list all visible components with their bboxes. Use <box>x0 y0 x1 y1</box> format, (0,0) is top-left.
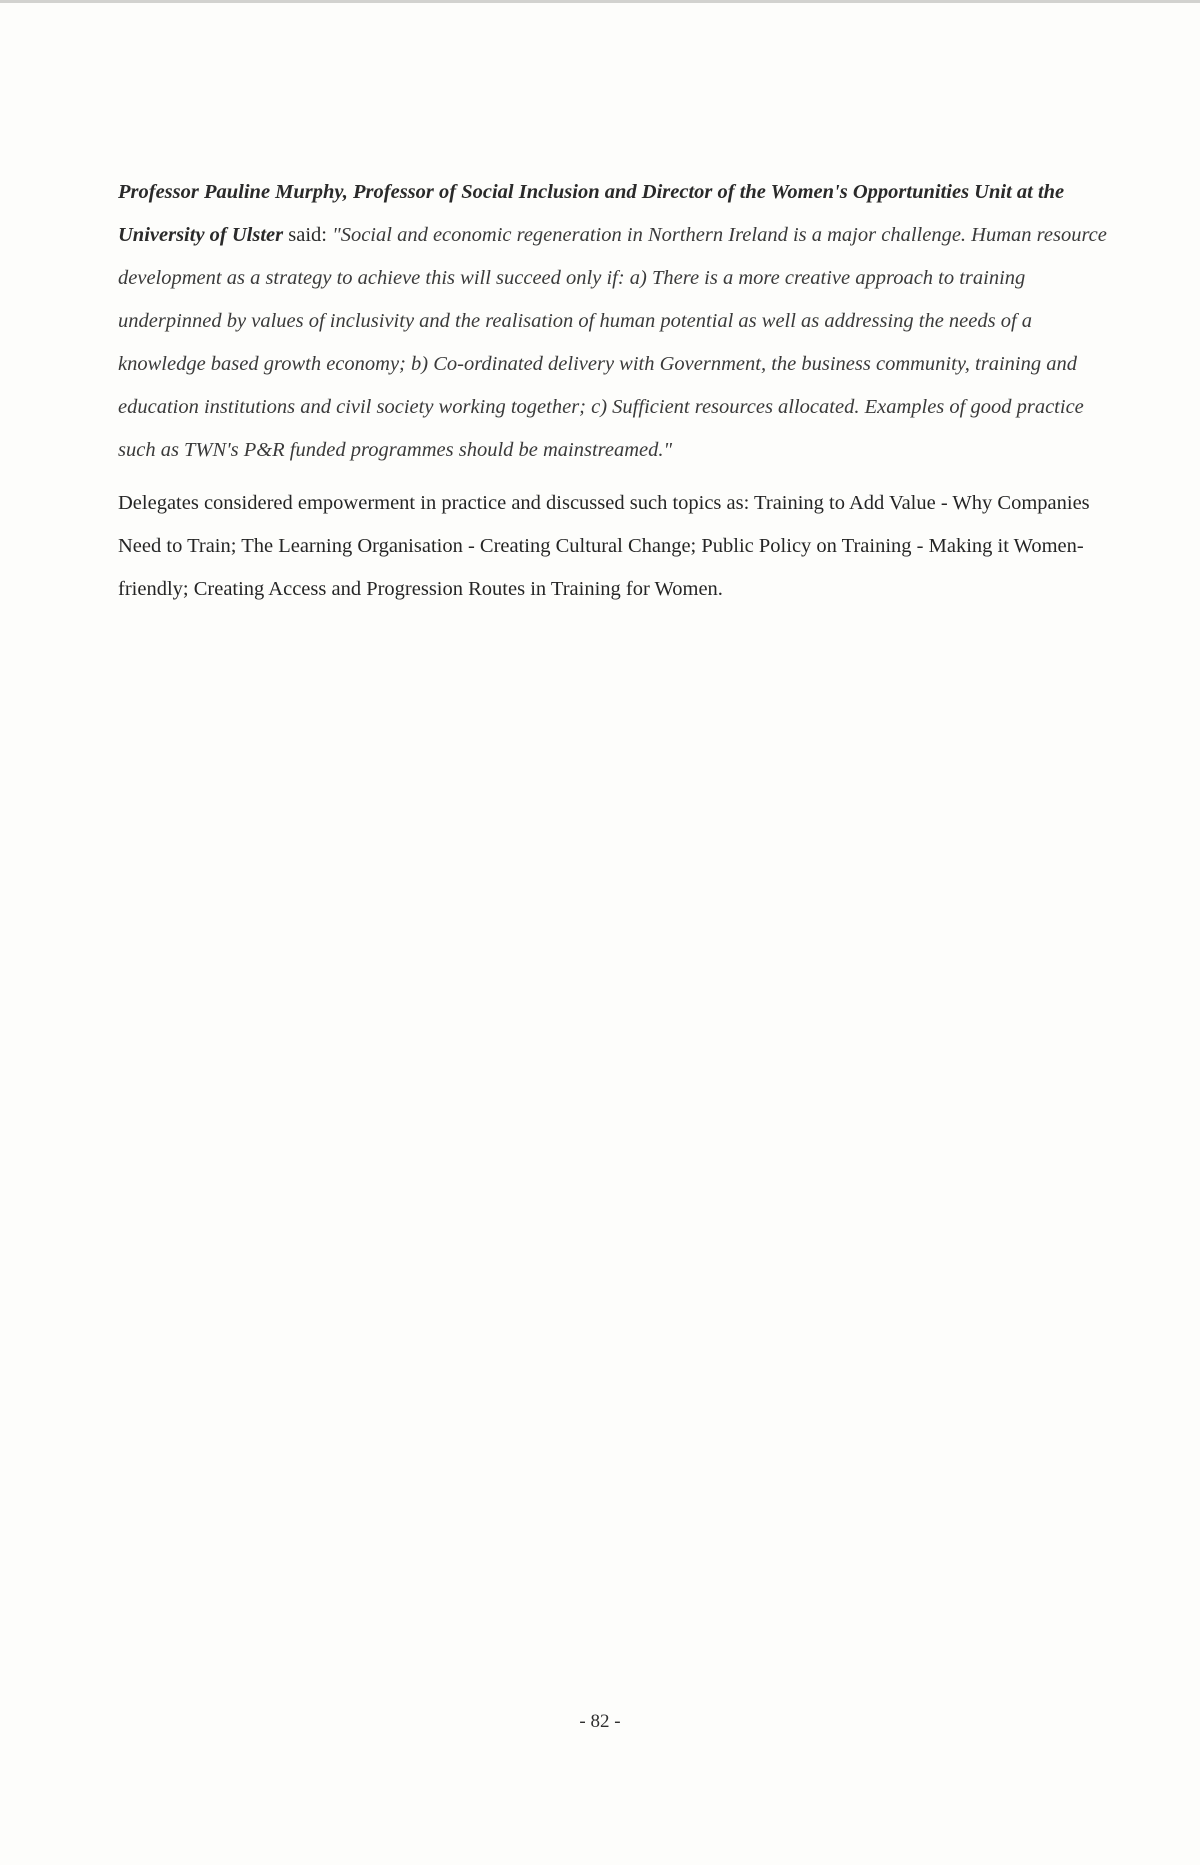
said-connector: said: <box>283 224 333 246</box>
quotation-text: "Social and economic regeneration in Northern Ireland is a major challenge. Human resource development as a strategy to achieve this will succeed only if: a) There is a more creative approach to training underpinned by values of inclusivity and the realisation of human potential as well as addressing the needs of a knowledge based growth economy; b) Co-ordinated delivery with Government, the business community, training and education institutions and civil society working together; c) Sufficient resources allocated. Examples of good practice such as TWN's P&R funded programmes should be mainstreamed." <box>118 224 1107 461</box>
page-number: - 82 - <box>579 1711 621 1732</box>
delegates-paragraph: Delegates considered empowerment in practice and discussed such topics as: Training to Add Value - Why Companies Need to Train; The Learning Organisation - Creating Cultural Change; Public Policy on Training - Making it Women-friendly; Creating Access and Progression Routes in Training for Women. <box>118 492 1090 600</box>
page-content <box>118 171 1116 621</box>
speaker-attribution: Professor Pauline Murphy, Professor of Social Inclusion and Director of the Women's Opportunities Unit at the University of Ulster <box>118 181 1065 246</box>
speaker-quote-paragraph <box>118 171 1116 472</box>
